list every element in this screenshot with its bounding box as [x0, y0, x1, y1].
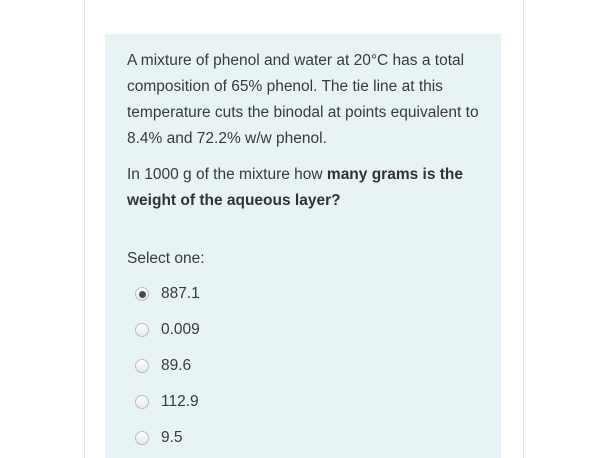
answer-label[interactable]: 89.6: [161, 357, 192, 374]
radio-button[interactable]: [135, 359, 149, 373]
answer-option-5[interactable]: [135, 420, 481, 456]
question-panel: [105, 34, 501, 458]
question-text: [127, 48, 481, 214]
question-paragraph-2-bold: many grams is the weight of the aqueous layer?: [127, 166, 464, 209]
answer-label[interactable]: 9.5: [161, 429, 183, 446]
radio-button[interactable]: [135, 395, 149, 409]
radio-button[interactable]: [135, 323, 149, 337]
answer-option-1[interactable]: [135, 276, 481, 312]
answer-label[interactable]: 887.1: [161, 285, 200, 302]
select-one-prompt: Select one:: [127, 250, 205, 267]
question-paragraph-2: [127, 162, 481, 214]
answer-option-3[interactable]: [135, 348, 481, 384]
question-paragraph-1: A mixture of phenol and water at 20°C has a total composition of 65% phenol. The tie line at this temperature cuts the binodal at points equivalent to 8.4% and 72.2% w/w phenol.: [127, 52, 479, 147]
answer-label[interactable]: 112.9: [161, 393, 199, 410]
radio-button[interactable]: [135, 431, 149, 445]
radio-button-selected[interactable]: [135, 287, 149, 301]
answer-list: [135, 276, 481, 456]
answer-option-4[interactable]: [135, 384, 481, 420]
question-paragraph-2-plain: In 1000 g of the mixture how: [127, 166, 327, 183]
answer-label[interactable]: 0.009: [161, 321, 200, 338]
answer-option-2[interactable]: [135, 312, 481, 348]
